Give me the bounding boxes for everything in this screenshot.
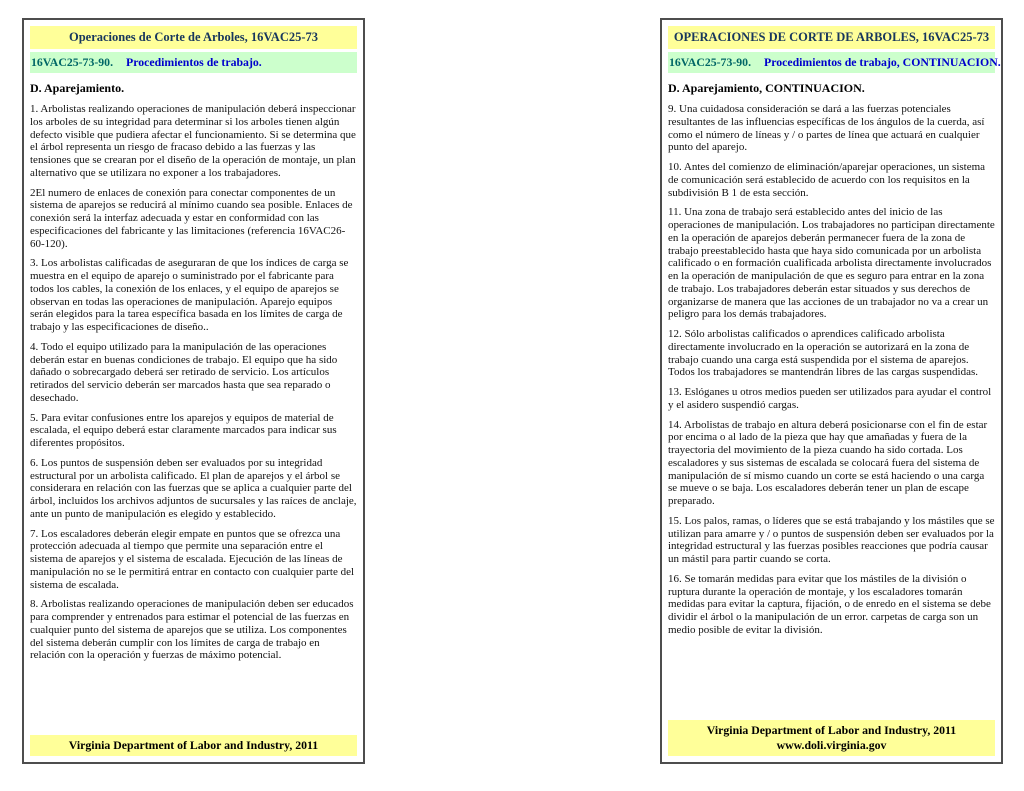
- paragraph-7: 7. Los escaladores deberán elegir empate en puntos que se ofrezca una protección adecuada al tiempo que permite una separación entre el sistema de aparejos y el sistema de escalada. Ejecución de las líneas de manipulación no se le permitirá entrar en contacto con cualquier parte del sistema de escalada.: [30, 527, 355, 591]
- right-page-title: OPERACIONES DE CORTE DE ARBOLES, 16VAC25-73: [668, 26, 995, 49]
- left-heading: D. Aparejamiento.: [30, 81, 125, 95]
- left-section-title: Procedimientos de trabajo.: [125, 55, 262, 69]
- paragraph-9: 9. Una cuidadosa consideración se dará a las fuerzas potenciales resultantes de las influencias específicas de los ángulos de la cuerda, así como el número de líneas y / o partes de línea que actuará en cualquier punto del aparejo.: [668, 103, 985, 154]
- paragraph-16: 16. Se tomarán medidas para evitar que los mástiles de la división o ruptura durante la operación de montaje, y los escaladores tomarán medidas para evitar la captura, fijación, o de enredo en el sistema se debe dividir el árbol o la manipulación de un error. carpetas de carga son un medio posible de evitar la división.: [668, 572, 991, 636]
- paragraph-2: 2El numero de enlaces de conexión para conectar componentes de un sistema de aparejos se reducirá al mínimo cuando sea posible. Enlaces de conexión será la interfaz adecuada y estar en conformidad con las especificaciones del fabricante y las limitaciones (referencia 16VAC26-60-120).: [30, 186, 353, 250]
- paragraph-6: 6. Los puntos de suspensión deben ser evaluados por su integridad estructural por un arbolista calificado. El plan de aparejos y el árbol se considerara en relación con las fuerzas que se aplica a cualquier parte del árbol, incluidos los archivos adjuntos de sucursales y las raíces de anclaje, ante un punto de manipulación es elegido y establecido.: [30, 456, 357, 520]
- left-footer-text: Virginia Department of Labor and Industry, 2011: [68, 738, 319, 752]
- paragraph-13: 13. Eslóganes u otros medios pueden ser utilizados para ayudar el control y el asidero suspendió cargas.: [668, 386, 992, 411]
- right-heading: D. Aparejamiento, CONTINUACION.: [668, 81, 865, 95]
- right-footer-url: www.doli.virginia.gov: [776, 738, 887, 752]
- left-section-number: 16VAC25-73-90.: [31, 55, 114, 69]
- left-footer-band: [30, 735, 357, 756]
- left-page-panel: [22, 18, 365, 764]
- paragraph-15: 15. Los palos, ramas, o líderes que se está trabajando y los mástiles que se utilizan para amarre y / o puntos de suspensión deben ser evaluados por la integridad estructural y las fuerzas posibles reacciones que podría causar un mástil para partir cuando se corta.: [668, 514, 995, 565]
- paragraph-12: 12. Sólo arbolistas calificados o aprendices calificado arbolista directamente involucrado en la operación se autorizará en la zona de trabajo cuando una carga está suspendida por el sistema de aparejos. Todos los trabajadores se mantendrán libres de las cargas suspendidas.: [668, 328, 978, 379]
- right-footer-band: [668, 720, 995, 756]
- paragraph-11: 11. Una zona de trabajo será establecido antes del inicio de las operaciones de manipulación. Los trabajadores no participan directamente en la operación de aparejos deberán permanecer fuera de la zona de trabajo preestablecido hasta que haya sido comunicada por un arbolista calificado o en formación cualificada arbolista directamente involucrados en la operación de manipulación de que es seguro para entrar en la zona de trabajo. Los trabajadores deberán estar situados y sus derechos de organizarse de manera que las acciones de un trabajador no va a crear un peligro para los demás trabajadores.: [668, 206, 995, 321]
- paragraph-8: 8. Arbolistas realizando operaciones de manipulación deben ser educados para comprender y entrenados para estimar el potencial de las fuerzas en cualquier punto del sistema de aparejos que se utiliza. Los componentes del sistema deberán cumplir con los límites de carga de trabajo en relación con la operación y fuerzas de máximo potencial.: [30, 598, 354, 662]
- left-page-title: Operaciones de Corte de Arboles, 16VAC25-73: [30, 26, 357, 49]
- right-footer-text: Virginia Department of Labor and Industry, 2011: [706, 723, 957, 737]
- right-section-band: [668, 52, 1001, 73]
- paragraph-10: 10. Antes del comienzo de eliminación/aparejar operaciones, un sistema de comunicación será establecido de acuerdo con los requisitos en la subdivisión B 1 de esta sección.: [668, 161, 986, 199]
- right-section-title: Procedimientos de trabajo, CONTINUACION.: [763, 55, 1001, 69]
- right-page-panel: [660, 18, 1003, 764]
- paragraph-5: 5. Para evitar confusiones entre los aparejos y equipos de material de escalada, el equipo deberá estar claramente marcados para indicar sus diferentes propósitos.: [30, 411, 337, 449]
- left-section-band: [30, 52, 357, 73]
- paragraph-14: 14. Arbolistas de trabajo en altura deberá posicionarse con el fin de estar por encima o al lado de la pieza que hay que amañadas y fuera de la trayectoria del movimiento de la pieza cuando ha sido cortada. Los escaladores y sus sistemas de escalada se colocará fuera del sistema de manipulación de sí mismo cuando un corte se está haciendo o una carga se mueve o se baja. Los escaladores deberán tener un plan de escape preparado.: [668, 418, 988, 507]
- right-section-number: 16VAC25-73-90.: [669, 55, 752, 69]
- paragraph-3: 3. Los arbolistas calificadas de aseguraran de que los índices de carga se muestra en el equipo de aparejo o suministrado por el fabricante para todos los cables, la conexión de los enlaces, y el equipo de aparejos se observan en todas las operaciones de manipulación. Aparejo equipos serán elegidos para la tarea específica basada en los límites de carga de trabajo y las especificaciones de diseño..: [30, 257, 349, 333]
- paragraph-1: 1. Arbolistas realizando operaciones de manipulación deberá inspeccionar los arboles de su integridad para determinar si los arboles tienen algún defecto visible que pudiera afectar el funcionamiento. Si se determina que el árbol representa un riesgo de fracaso debido a las fuerzas y las tensiones que se crearan por el diseño de la operación de montaje, un plan alternativo que se utilizara no exponer a los trabajadores.: [30, 103, 356, 179]
- paragraph-4: 4. Todo el equipo utilizado para la manipulación de las operaciones deberán estar en buenas condiciones de trabajo. El equipo que ha sido dañado o sobrecargado deberá ser retirado de servicio. Los artículos retirados del servicio deberán ser marcados hasta que sea reparado o desechado.: [30, 340, 338, 404]
